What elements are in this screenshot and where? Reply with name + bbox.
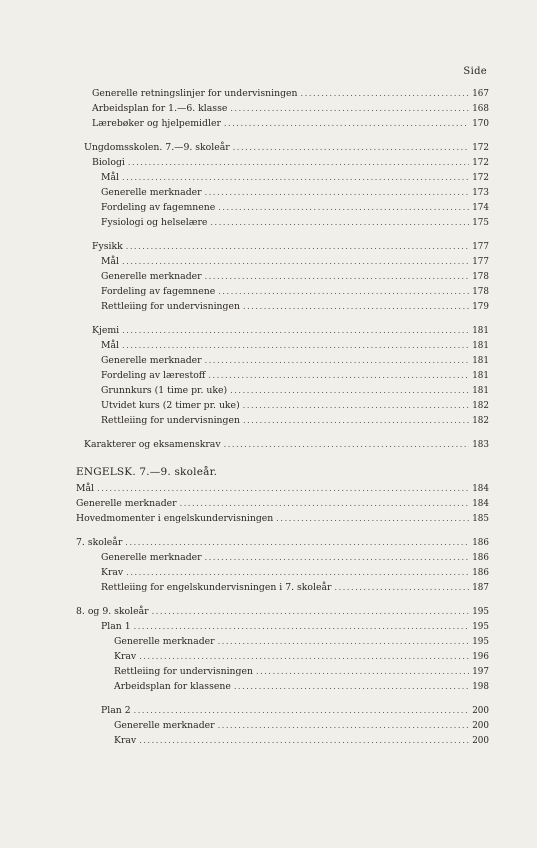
toc-entry-label: Generelle retningslinjer for undervisningen (92, 88, 298, 99)
dot-leader (218, 634, 469, 649)
dot-leader (205, 269, 469, 284)
toc-entry-label: Mål (76, 483, 95, 494)
toc-entry (0, 511, 489, 526)
toc-entry-label: Generelle merknader (101, 355, 202, 366)
toc-entry-label: Rettleiing for undervisningen (114, 666, 253, 677)
spacer (0, 694, 537, 703)
toc-entry (0, 565, 489, 580)
table-of-contents (0, 86, 537, 748)
spacer (0, 428, 537, 437)
toc-entry-label: Grunnkurs (1 time pr. uke) (101, 385, 228, 396)
dot-leader (122, 170, 469, 185)
toc-entry-label: Generelle merknader (114, 636, 215, 647)
toc-entry-page: 200 (472, 721, 489, 731)
toc-entry (0, 679, 489, 694)
toc-entry-label: Mål (101, 340, 120, 351)
toc-entry-page: 178 (472, 272, 489, 282)
dot-leader (334, 580, 469, 595)
toc-entry (0, 116, 489, 131)
toc-entry-page: 181 (472, 356, 489, 366)
dot-leader (125, 535, 469, 550)
toc-entry-label: Arbeidsplan for klassene (114, 681, 231, 692)
toc-entry-label: Generelle merknader (101, 552, 202, 563)
toc-entry (0, 550, 489, 565)
dot-leader (152, 604, 469, 619)
dot-leader (234, 679, 469, 694)
toc-entry-label: Arbeidsplan for 1.—6. klasse (92, 103, 228, 114)
dot-leader (218, 200, 469, 215)
toc-entry-page: 198 (472, 682, 489, 692)
toc-entry-label: 7. skoleår (76, 537, 123, 548)
toc-entry-page: 184 (472, 484, 489, 494)
toc-entry (0, 718, 489, 733)
toc-entry-page: 197 (472, 667, 489, 677)
toc-entry-label: Lærebøker og hjelpemidler (92, 118, 221, 129)
toc-entry-page: 172 (472, 173, 489, 183)
spacer (0, 595, 537, 604)
toc-entry (0, 140, 489, 155)
toc-entry-label: Rettleiing for undervisningen (101, 301, 240, 312)
spacer (0, 314, 537, 323)
toc-entry-label: Krav (114, 651, 137, 662)
dot-leader (230, 101, 469, 116)
toc-entry (0, 383, 489, 398)
toc-entry (0, 398, 489, 413)
spacer (0, 230, 537, 239)
dot-leader (243, 398, 469, 413)
toc-entry (0, 733, 489, 748)
toc-entry-label: 8. og 9. skoleår (76, 606, 149, 617)
dot-leader (139, 733, 469, 748)
toc-entry-page: 182 (472, 416, 489, 426)
dot-leader (243, 299, 469, 314)
toc-entry (0, 101, 489, 116)
dot-leader (180, 496, 469, 511)
toc-entry-label: Hovedmomenter i engelskundervisningen (76, 513, 274, 524)
dot-leader (134, 619, 469, 634)
spacer (0, 131, 537, 140)
dot-leader (128, 155, 469, 170)
toc-entry-page: 187 (472, 583, 489, 593)
dot-leader (139, 649, 469, 664)
toc-subsection (0, 155, 489, 170)
toc-entry (0, 649, 489, 664)
toc-entry-label: Plan 2 (101, 705, 131, 716)
toc-entry (0, 353, 489, 368)
toc-entry-page: 173 (472, 188, 489, 198)
dot-leader (243, 413, 469, 428)
toc-entry-page: 178 (472, 287, 489, 297)
toc-entry-label: Biologi (92, 157, 125, 168)
toc-entry-label: Rettleiing for undervisningen (101, 415, 240, 426)
dot-leader (218, 284, 469, 299)
toc-entry-page: 167 (472, 89, 489, 99)
toc-entry-page: 181 (472, 386, 489, 396)
toc-entry-label: Fordeling av lærestoff (101, 370, 206, 381)
toc-entry-page: 175 (472, 218, 489, 228)
dot-leader (205, 353, 469, 368)
toc-entry-page: 195 (472, 622, 489, 632)
dot-leader (134, 703, 469, 718)
toc-entry-label: Karakterer og eksamenskrav (84, 439, 221, 450)
toc-entry-label: Generelle merknader (76, 498, 177, 509)
dot-leader (210, 215, 469, 230)
toc-entry-label: Fordeling av fagemnene (101, 202, 216, 213)
toc-entry-page: 170 (472, 119, 489, 129)
spacer (0, 452, 537, 464)
dot-leader (122, 254, 469, 269)
toc-entry-label: Mål (101, 172, 120, 183)
toc-entry-label: Fysikk (92, 241, 123, 252)
dot-leader (276, 511, 469, 526)
toc-entry (0, 368, 489, 383)
toc-entry-page: 172 (472, 158, 489, 168)
toc-entry-page: 168 (472, 104, 489, 114)
dot-leader (126, 239, 469, 254)
page-column-header: Side (463, 66, 487, 77)
dot-leader (122, 338, 469, 353)
dot-leader (230, 383, 469, 398)
toc-entry-label: Generelle merknader (101, 271, 202, 282)
toc-entry (0, 481, 489, 496)
toc-entry-page: 186 (472, 538, 489, 548)
toc-entry (0, 200, 489, 215)
toc-entry-label: Utvidet kurs (2 timer pr. uke) (101, 400, 240, 411)
toc-entry-label: Generelle merknader (114, 720, 215, 731)
toc-entry-page: 182 (472, 401, 489, 411)
toc-entry (0, 299, 489, 314)
toc-entry (0, 269, 489, 284)
toc-subsection (0, 239, 489, 254)
toc-entry-page: 196 (472, 652, 489, 662)
toc-entry-label: Mål (101, 256, 120, 267)
toc-entry-page: 186 (472, 553, 489, 563)
toc-entry (0, 185, 489, 200)
toc-subsection (0, 535, 489, 550)
toc-entry-label: Generelle merknader (101, 187, 202, 198)
toc-entry-label: Krav (101, 567, 124, 578)
section-title: ENGELSK. 7.—9. skoleår. (76, 466, 218, 478)
toc-entry-page: 177 (472, 242, 489, 252)
dot-leader (224, 437, 469, 452)
dot-leader (122, 323, 469, 338)
toc-entry-page: 186 (472, 568, 489, 578)
toc-entry-label: Krav (114, 735, 137, 746)
toc-entry-page: 200 (472, 736, 489, 746)
toc-entry-page: 174 (472, 203, 489, 213)
toc-entry (0, 634, 489, 649)
dot-leader (224, 116, 469, 131)
toc-entry-label: Plan 1 (101, 621, 131, 632)
toc-subsection (0, 323, 489, 338)
dot-leader (301, 86, 469, 101)
toc-entry (0, 86, 489, 101)
toc-entry-page: 195 (472, 607, 489, 617)
toc-entry-label: Fysiologi og helselære (101, 217, 208, 228)
toc-entry-page: 179 (472, 302, 489, 312)
dot-leader (218, 718, 469, 733)
toc-entry-label: Kjemi (92, 325, 120, 336)
toc-entry (0, 215, 489, 230)
dot-leader (208, 368, 469, 383)
toc-entry (0, 170, 489, 185)
toc-entry-page: 185 (472, 514, 489, 524)
toc-entry (0, 664, 489, 679)
toc-entry-page: 181 (472, 371, 489, 381)
spacer (0, 526, 537, 535)
toc-entry (0, 254, 489, 269)
dot-leader (256, 664, 469, 679)
toc-entry (0, 496, 489, 511)
toc-entry-page: 200 (472, 706, 489, 716)
toc-entry-page: 181 (472, 341, 489, 351)
toc-entry-page: 184 (472, 499, 489, 509)
toc-entry (0, 580, 489, 595)
toc-entry-label: Ungdomsskolen. 7.—9. skoleår (84, 142, 230, 153)
toc-entry (0, 413, 489, 428)
toc-entry (0, 338, 489, 353)
toc-entry-page: 172 (472, 143, 489, 153)
toc-entry (0, 284, 489, 299)
toc-entry (0, 437, 489, 452)
dot-leader (97, 481, 469, 496)
toc-entry-page: 177 (472, 257, 489, 267)
toc-entry-label: Fordeling av fagemnene (101, 286, 216, 297)
dot-leader (233, 140, 469, 155)
toc-subsection (0, 703, 489, 718)
dot-leader (126, 565, 469, 580)
toc-entry-page: 181 (472, 326, 489, 336)
toc-entry-page: 195 (472, 637, 489, 647)
toc-subsection (0, 604, 489, 619)
dot-leader (205, 550, 469, 565)
toc-subsection (0, 619, 489, 634)
toc-entry-label: Rettleiing for engelskundervisningen i 7. skoleår (101, 582, 332, 593)
dot-leader (205, 185, 469, 200)
toc-entry-page: 183 (472, 440, 489, 450)
